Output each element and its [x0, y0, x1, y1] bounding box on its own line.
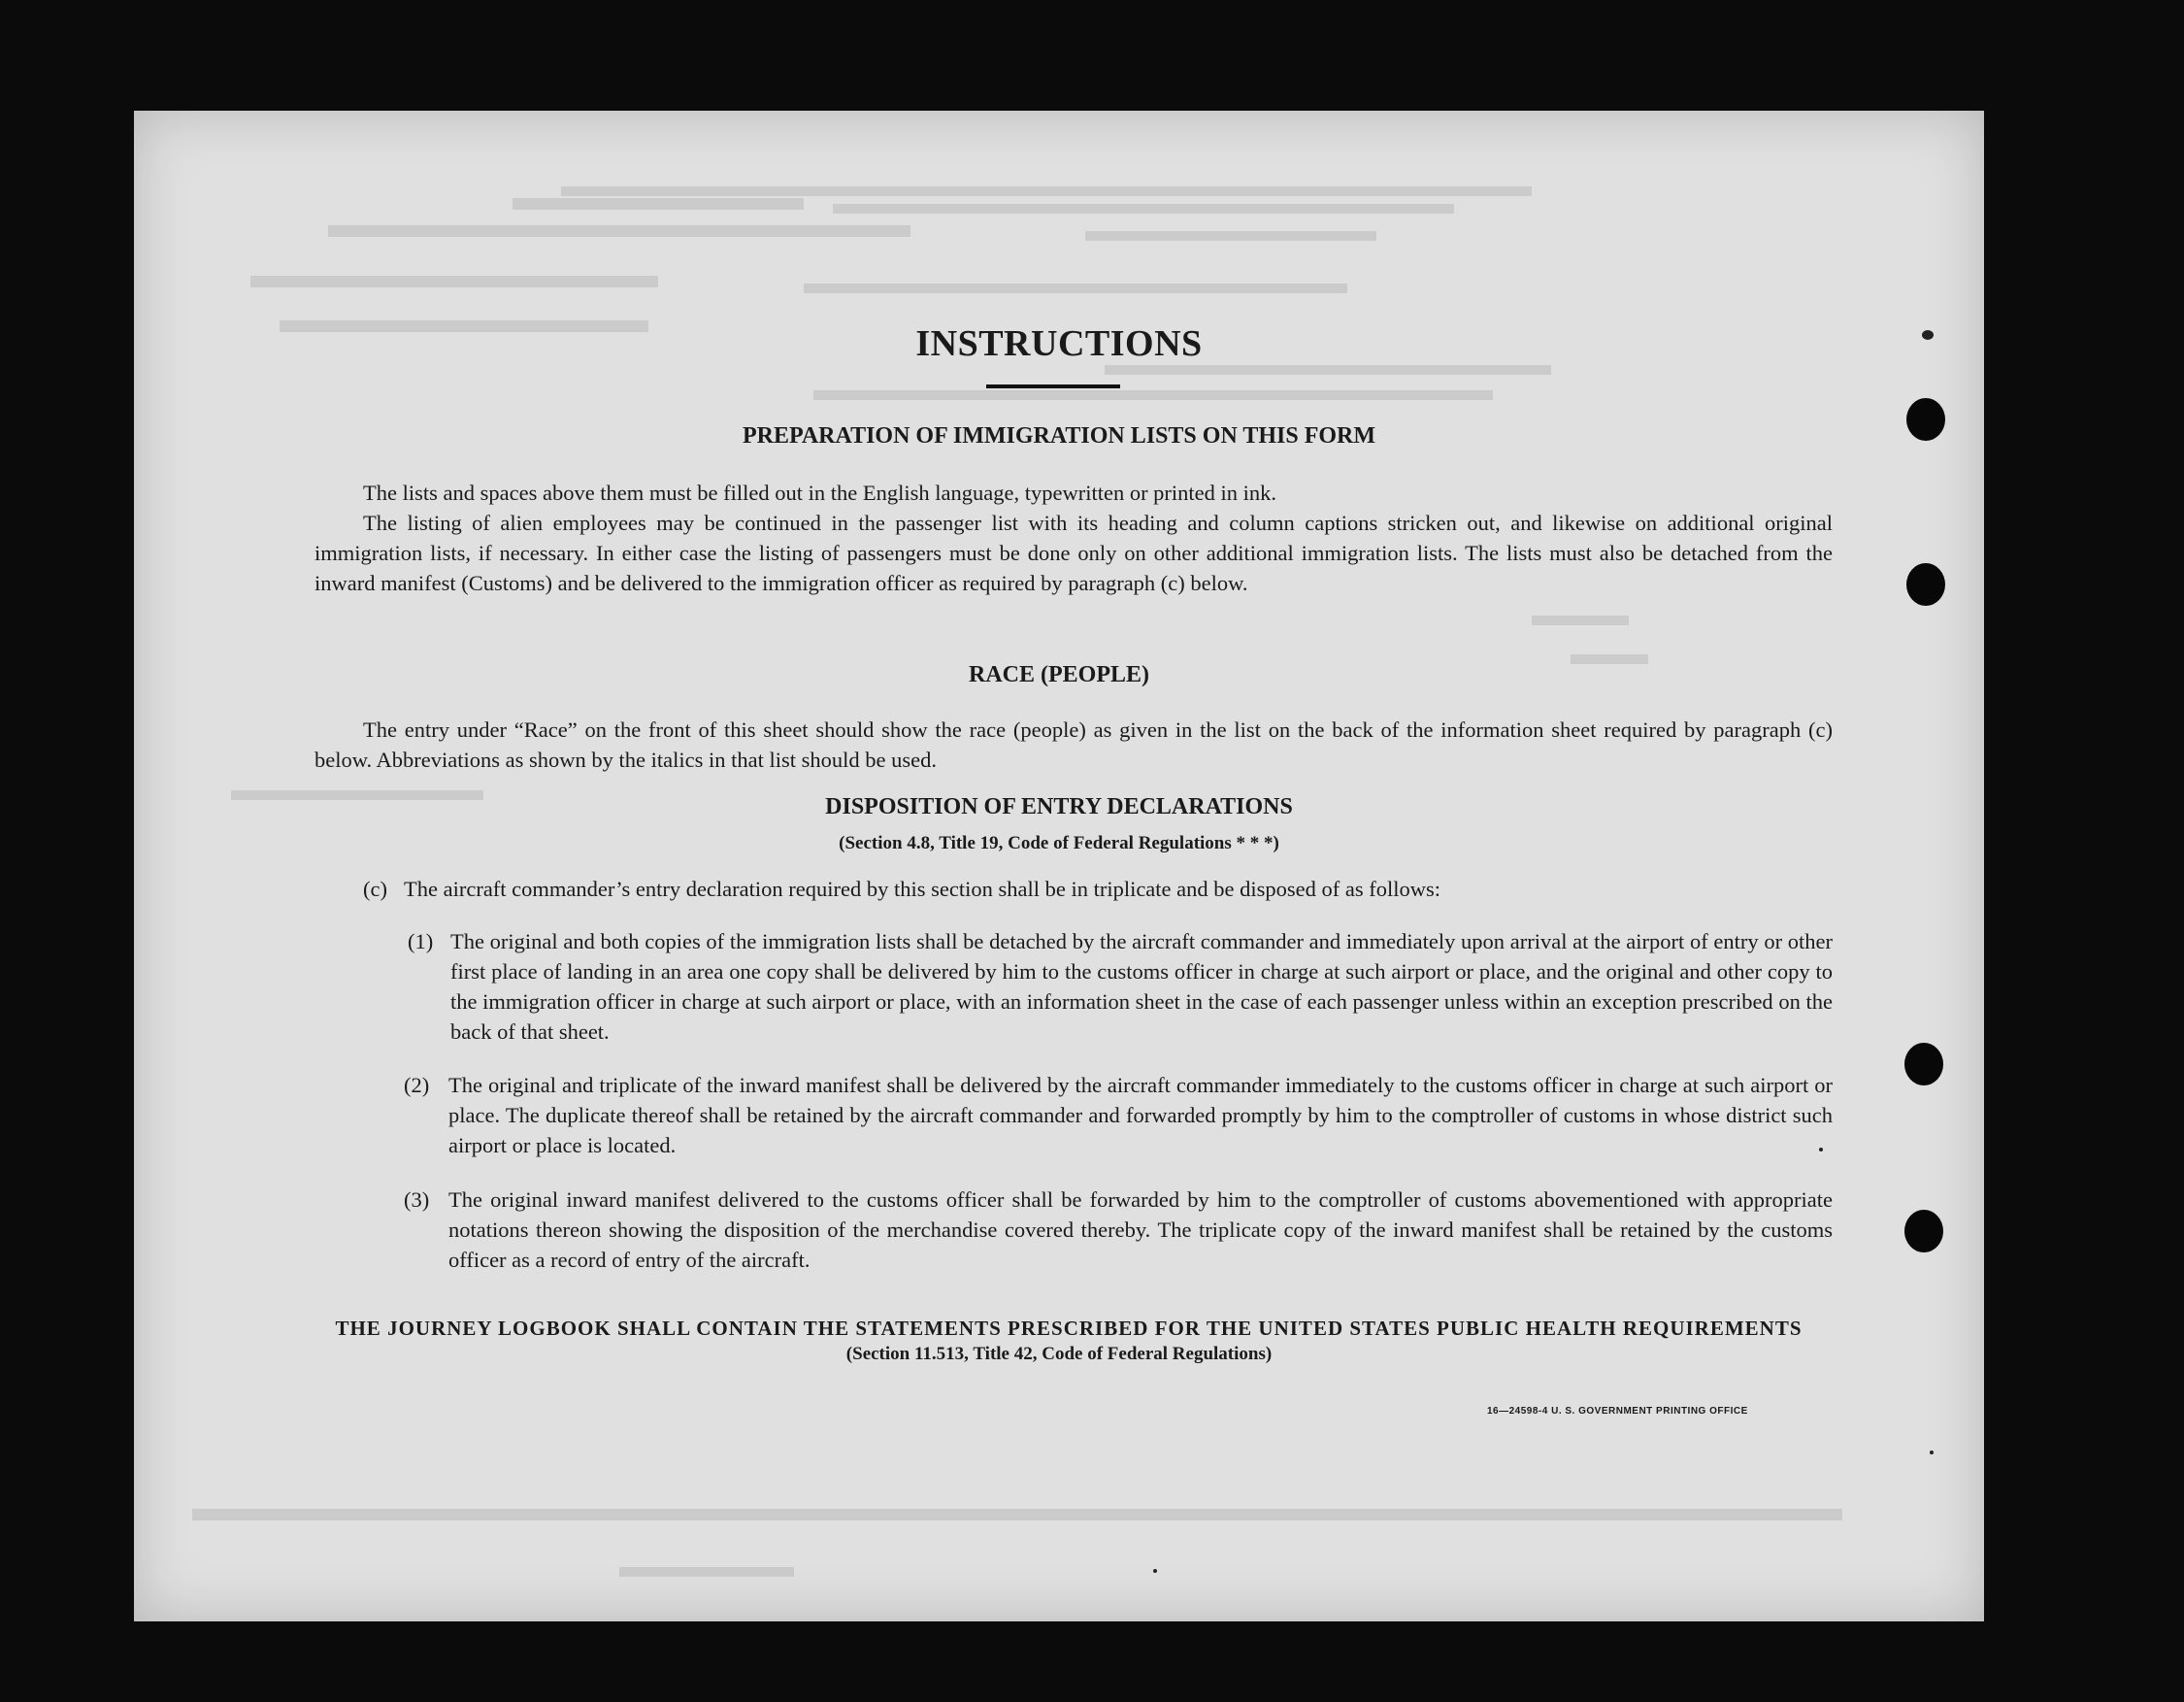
list-item [404, 1070, 1833, 1160]
punch-hole [1904, 1210, 1943, 1252]
speck [1819, 1148, 1823, 1151]
list-item-text: The original and both copies of the immigration lists shall be detached by the aircraft commander and immediately upon arrival at the airport of entry or other first place of landing in an area one copy shall be delivered by him to the customs officer in charge at such airport or place, and the original and other copy to the immigration officer in charge at such airport or place, with an information sheet in the case of each passenger unless within an exception prescribed on the back of that sheet. [450, 929, 1833, 1044]
punch-hole [1906, 563, 1945, 606]
disposition-heading: DISPOSITION OF ENTRY DECLARATIONS [825, 794, 1293, 819]
title-underline [986, 384, 1120, 388]
list-item [408, 926, 1833, 1047]
preparation-paragraph-1: The lists and spaces above them must be filled out in the English language, typewritten or printed in ink. [363, 481, 1277, 505]
list-item-number: (3) [404, 1187, 430, 1212]
list-item [404, 1185, 1833, 1275]
race-heading: RACE (PEOPLE) [969, 662, 1149, 687]
list-item-number: (1) [408, 929, 434, 953]
punch-hole [1904, 1043, 1943, 1085]
speck [1922, 330, 1934, 340]
page-title: INSTRUCTIONS [915, 323, 1203, 364]
race-paragraph: The entry under “Race” on the front of this sheet should show the race (people) as given in the list on the back of the information sheet required by paragraph (c) below. Abbreviations as shown by the italics in that list should be used. [314, 718, 1833, 772]
preparation-heading: PREPARATION OF IMMIGRATION LISTS ON THIS FORM [742, 423, 1376, 449]
speck [1153, 1569, 1157, 1573]
footer-citation: (Section 11.513, Title 42, Code of Federal Regulations) [845, 1344, 1273, 1364]
preparation-paragraph-2: The listing of alien employees may be continued in the passenger list with its heading and column captions stricken out, and likewise on additional original immigration lists, if necessary. In either case the listing of passengers must be done only on other additional immigration lists. The lists must also be detached from the inward manifest (Customs) and be delivered to the immigration officer as required by paragraph (c) below. [314, 511, 1833, 595]
punch-hole [1906, 398, 1945, 441]
disposition-subheading: (Section 4.8, Title 19, Code of Federal Regulations * * *) [839, 833, 1279, 853]
document-sheet [134, 111, 1984, 1621]
list-item-text: The original and triplicate of the inward manifest shall be delivered by the aircraft commander immediately to the customs officer in charge at such airport or place. The duplicate thereof shall be retained by the aircraft commander and forwarded promptly by him to the comptroller of customs in whose district such airport or place is located. [448, 1073, 1833, 1157]
intro-text: The aircraft commander’s entry declaration required by this section shall be in triplicate and be disposed of as follows: [404, 877, 1440, 901]
list-item-number: (2) [404, 1073, 430, 1097]
list-item-text: The original inward manifest delivered to the customs officer shall be forwarded by him to the comptroller of customs abovementioned with appropriate notations thereon showing the disposition of the merchandise covered thereby. The triplicate copy of the inward manifest shall be retained by the customs officer as a record of entry of the aircraft. [448, 1187, 1833, 1272]
footer-statement: THE JOURNEY LOGBOOK SHALL CONTAIN THE STATEMENTS PRESCRIBED FOR THE UNITED STATES PUBLIC HEALTH REQUIREMENTS [335, 1317, 1803, 1340]
intro-label: (c) [363, 877, 387, 901]
speck [1930, 1451, 1934, 1454]
print-code: 16—24598-4 U. S. GOVERNMENT PRINTING OFFICE [1487, 1406, 1748, 1417]
disposition-intro [363, 874, 1833, 904]
